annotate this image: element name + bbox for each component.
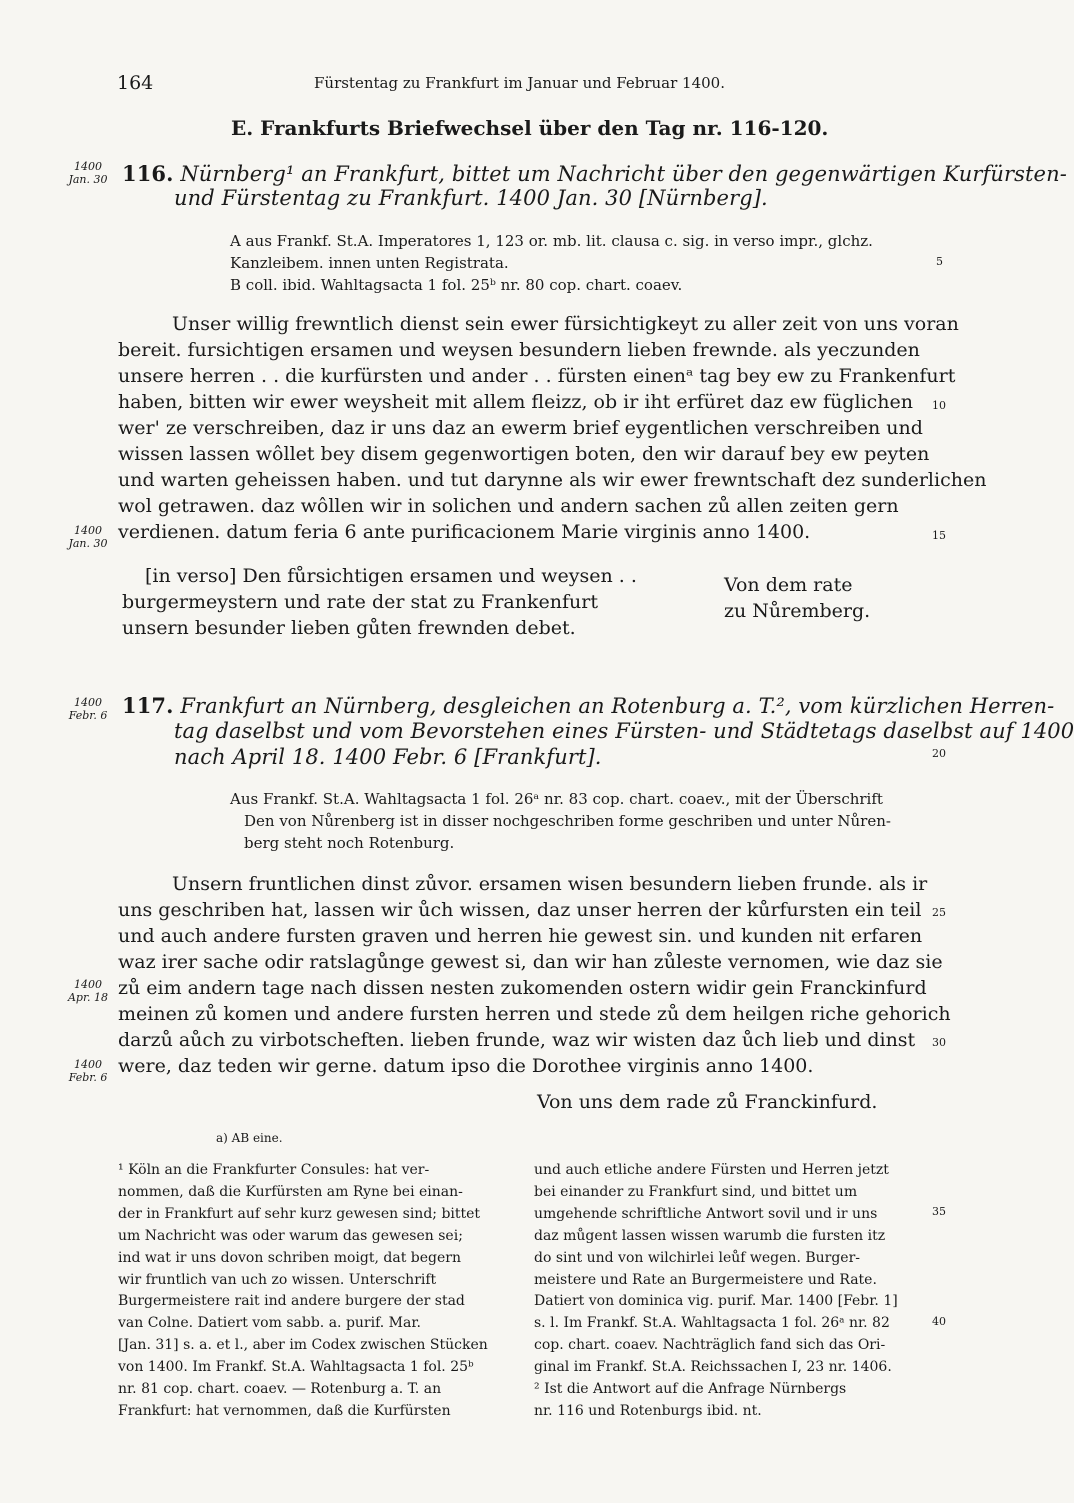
sender-line-2: zu Nůremberg.: [724, 600, 871, 622]
heading-117-line-3: nach April 18. 1400 Febr. 6 [Frankfurt].: [174, 745, 602, 769]
address-line-3: unsern besunder lieben gůten frewnden debet.: [122, 617, 576, 639]
line-number-30: 30: [932, 1036, 946, 1049]
footnotes-left: ¹ Köln an die Frankfurter Consules: hat ver- nommen, daß die Kurfürsten am Ryne bei einan- der in Frankfurt auf sehr kurz gewesen sind; bittet um Nachricht was oder warum das gewesen sei; ind wat ir uns dovon schriben moigt, dat begern wir fruntlich van uch zo wissen. Unterschrift Burgermeistere rait ind andere burgere der stad van Colne. Datiert vom sabb. a. purif. Mar. [Jan. 31] s. a. et l., aber im Codex zwischen Stücken von 1400. Im Frankf. St.A. Wahltagsacta 1 fol. 25ᵇ nr. 81 cop. chart. coaev. — Rotenburg a. T. an Frankfurt: hat vernommen, daß die Kurfürsten: [118, 1162, 488, 1419]
source-116-line-1: A aus Frankf. St.A. Imperatores 1, 123 or. mb. lit. clausa c. sig. in verso impr., glchz.: [230, 232, 873, 250]
closing-117: Von uns dem rade zů Franckinfurd.: [537, 1091, 878, 1113]
source-116-line-3: B coll. ibid. Wahltagsacta 1 fol. 25ᵇ nr. 80 cop. chart. coaev.: [230, 276, 683, 294]
body-116-line-2: bereit. fursichtigen ersamen und weysen besundern lieben frewnde. als yeczunden: [118, 339, 920, 361]
line-number-20: 20: [932, 747, 946, 760]
body-116-line-6: wissen lassen wôllet bey disem gegenwortigen boten, den wir darauf bey ew peyten: [118, 443, 930, 465]
margin-date-117-datum: 1400 Febr. 6: [68, 1058, 108, 1084]
footnotes-right: und auch etliche andere Fürsten und Herren jetzt bei einander zu Frankfurt sind, und bittet um umgehende schriftliche Antwort sovil und ir uns daz můgent lassen wissen warumb die fursten itz do sint und von wilchirlei leůf wegen. Burger- meistere und Rate an Burgermeistere und Rate. Datiert von dominica vig. purif. Mar. 1400 [Febr. 1] s. l. Im Frankf. St.A. Wahltagsacta 1 fol. 26ᵃ nr. 82 cop. chart. coaev. Nachträglich fand sich das Ori- ginal im Frankf. St.A. Reichssachen I, 23 nr. 1406. ² Ist die Antwort auf die Anfrage Nürnbergs nr. 116 und Rotenburgs ibid. nt.: [534, 1162, 898, 1419]
page-number: 164: [117, 72, 154, 94]
body-117-line-6: meinen zů komen und andere fursten herren und stede zů dem heilgen riche gehorich: [118, 1003, 951, 1025]
section-title: E. Frankfurts Briefwechsel über den Tag nr. 116-120.: [231, 116, 829, 140]
margin-date-117-april: 1400 Apr. 18: [67, 978, 109, 1004]
margin-date-116: 1400 Jan. 30: [68, 160, 108, 186]
body-116-line-9: verdienen. datum feria 6 ante purificacionem Marie virginis anno 1400.: [118, 521, 811, 543]
line-number-15: 15: [932, 529, 946, 542]
body-117-line-5: zů eim andern tage nach dissen nesten zukomenden ostern widir gein Franckinfurd: [118, 977, 927, 999]
variant-note: a) AB eine.: [216, 1131, 283, 1145]
body-117-line-8: were, daz teden wir gerne. datum ipso die Dorothee virginis anno 1400.: [118, 1055, 814, 1077]
body-116-line-4: haben, bitten wir ewer weysheit mit allem fleizz, ob ir iht erfüret daz ew füglichen: [118, 391, 913, 413]
source-117-line-1: Aus Frankf. St.A. Wahltagsacta 1 fol. 26ᵃ nr. 83 cop. chart. coaev., mit der Überschrift: [230, 790, 883, 808]
line-number-5: 5: [936, 255, 943, 268]
document-number-117: 117.: [122, 693, 174, 718]
heading-117-line-1: 117. Frankfurt an Nürnberg, desgleichen an Rotenburg a. T.², vom kürzlichen Herren-: [122, 693, 1055, 718]
address-line-2: burgermeystern und rate der stat zu Frankenfurt: [122, 591, 598, 613]
body-116-line-5: wer' ze verschreiben, daz ir uns daz an ewerm brief eygentlichen verschreiben und: [118, 417, 923, 439]
source-116-line-2: Kanzleibem. innen unten Registrata.: [230, 254, 509, 272]
line-number-35: 35: [932, 1205, 946, 1218]
document-number-116: 116.: [122, 161, 174, 186]
body-117-line-7: darzů aůch zu virbotscheften. lieben frunde, waz wir wisten daz ůch lieb und dinst: [118, 1029, 916, 1051]
margin-date-117: 1400 Febr. 6: [68, 696, 108, 722]
line-number-40: 40: [932, 1315, 946, 1328]
body-116-line-7: und warten geheissen haben. und tut darynne als wir ewer frewntschaft dez sunderlichen: [118, 469, 987, 491]
body-116-line-3: unsere herren . . die kurfürsten und ander . . fürsten einenᵃ tag bey ew zu Frankenfurt: [118, 365, 956, 387]
source-117-line-2: Den von Nůrenberg ist in disser nochgeschriben forme geschriben und unter Nůren-: [244, 812, 891, 830]
sender-line-1: Von dem rate: [724, 574, 853, 596]
heading-116-line-1: 116. Nürnberg¹ an Frankfurt, bittet um Nachricht über den gegenwärtigen Kurfürsten-: [122, 161, 1067, 186]
body-117-line-2: uns geschriben hat, lassen wir ůch wissen, daz unser herren der kůrfursten ein teil: [118, 899, 922, 921]
body-117-line-1: Unsern fruntlichen dinst zůvor. ersamen wisen besundern lieben frunde. als ir: [172, 873, 928, 895]
running-title: Fürstentag zu Frankfurt im Januar und Februar 1400.: [314, 74, 725, 92]
line-number-25: 25: [932, 906, 946, 919]
heading-116-line-2: und Fürstentag zu Frankfurt. 1400 Jan. 30 [Nürnberg].: [174, 186, 768, 210]
body-117-line-3: und auch andere fursten graven und herren hie gewest sin. und kunden nit erfaren: [118, 925, 923, 947]
body-116-line-8: wol getrawen. daz wôllen wir in solichen und andern sachen zů allen zeiten gern: [118, 495, 899, 517]
body-116-line-1: Unser willig frewntlich dienst sein ewer fürsichtigkeyt zu aller zeit von uns voran: [172, 313, 959, 335]
body-117-line-4: waz irer sache odir ratslagůnge gewest si, dan wir han zůleste vernomen, wie daz sie: [118, 951, 943, 973]
address-line-1: [in verso] Den fůrsichtigen ersamen und weysen . .: [145, 565, 637, 587]
line-number-10: 10: [932, 399, 946, 412]
source-117-line-3: berg steht noch Rotenburg.: [244, 834, 455, 852]
heading-117-line-2: tag daselbst und vom Bevorstehen eines Fürsten- und Städtetags daselbst auf 1400: [174, 719, 1074, 743]
margin-date-116-datum: 1400 Jan. 30: [68, 524, 108, 550]
